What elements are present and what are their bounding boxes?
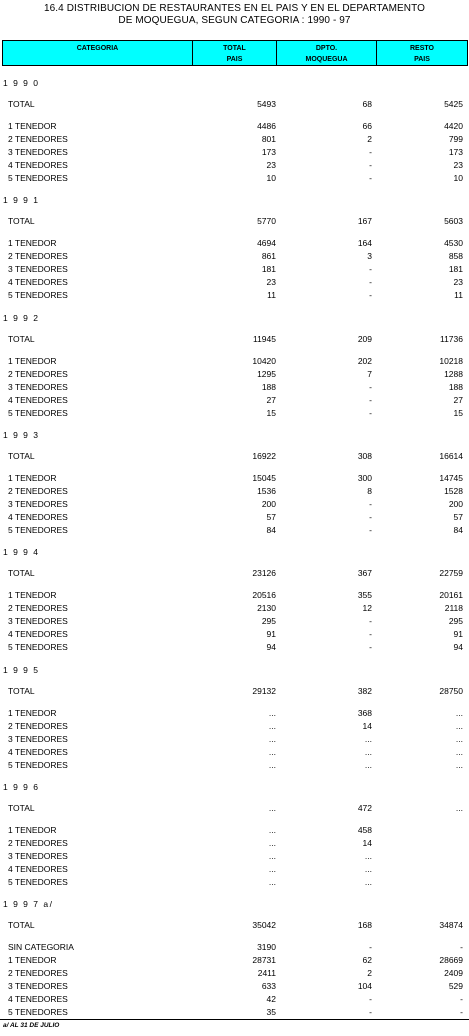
category-cell: TOTAL [8,334,35,344]
dpto-moquegua-cell: - [369,942,372,952]
table-row [0,954,469,966]
category-cell: 1 TENEDOR [8,708,57,718]
category-cell: 1 TENEDOR [8,121,57,131]
title-line-1: 16.4 DISTRIBUCION DE RESTAURANTES EN EL PAIS Y EN EL DEPARTAMENTO [43,3,426,14]
resto-pais-cell: 94 [453,642,463,652]
dpto-moquegua-cell: 62 [362,955,372,965]
dpto-moquegua-cell: 168 [357,920,372,930]
resto-pais-cell: 2409 [444,968,463,978]
resto-pais-cell: 20161 [439,590,463,600]
category-cell: TOTAL [8,216,35,226]
resto-pais-cell: 22759 [439,568,463,578]
category-cell: 4 TENEDORES [8,277,68,287]
category-cell: 3 TENEDORES [8,851,68,861]
total-pais-cell: 10420 [252,356,276,366]
header-categoria: CATEGORIA [3,41,193,65]
category-cell: 1 TENEDOR [8,955,57,965]
dpto-moquegua-cell: 458 [357,825,372,835]
category-cell: 3 TENEDORES [8,981,68,991]
table-row [0,720,469,732]
resto-pais-cell: 10 [453,173,463,183]
table-row [0,980,469,992]
dpto-moquegua-cell: 8 [367,486,372,496]
total-pais-cell: ... [268,721,276,731]
total-pais-cell: 16922 [252,451,276,461]
dpto-moquegua-cell: - [369,408,372,418]
total-pais-cell: 5770 [257,216,276,226]
dpto-moquegua-cell: 3 [367,251,372,261]
total-pais-cell: 15 [266,408,276,418]
total-row [0,802,469,814]
year-label: 1 9 9 0 [3,78,40,88]
dpto-moquegua-cell: - [369,160,372,170]
total-pais-cell: ... [268,708,276,718]
year-label: 1 9 9 5 [3,665,40,675]
dpto-moquegua-cell: 14 [362,721,372,731]
table-row [0,863,469,875]
total-pais-cell: 3190 [257,942,276,952]
resto-pais-cell: 34874 [439,920,463,930]
resto-pais-cell: 27 [453,395,463,405]
table-row [0,355,469,367]
dpto-moquegua-cell: - [369,629,372,639]
header-dpto-moquegua: DPTO. MOQUEGUA [277,41,377,65]
table-row [0,615,469,627]
total-pais-cell: 181 [261,264,276,274]
dpto-moquegua-cell: 209 [357,334,372,344]
table-row [0,967,469,979]
table-row [0,641,469,653]
category-cell: 1 TENEDOR [8,825,57,835]
total-pais-cell: 23 [266,160,276,170]
category-cell: 5 TENEDORES [8,877,68,887]
table-row [0,602,469,614]
title-line-2: DE MOQUEGUA, SEGUN CATEGORIA : 1990 - 97 [118,15,351,26]
table-row [0,759,469,771]
table-row [0,381,469,393]
dpto-moquegua-cell: - [369,395,372,405]
category-cell: 2 TENEDORES [8,486,68,496]
category-cell: 3 TENEDORES [8,734,68,744]
dpto-moquegua-cell: - [369,382,372,392]
resto-pais-cell: 10218 [439,356,463,366]
category-cell: 4 TENEDORES [8,747,68,757]
total-pais-cell: 27 [266,395,276,405]
resto-pais-cell: 5603 [444,216,463,226]
total-pais-cell: ... [268,825,276,835]
table-row [0,485,469,497]
dpto-moquegua-cell: ... [364,851,372,861]
table-row [0,263,469,275]
category-cell: 4 TENEDORES [8,395,68,405]
resto-pais-cell: 23 [453,277,463,287]
category-cell: 3 TENEDORES [8,616,68,626]
table-row [0,993,469,1005]
dpto-moquegua-cell: 14 [362,838,372,848]
total-pais-cell: 5493 [257,99,276,109]
table-row [0,472,469,484]
table-row [0,589,469,601]
dpto-moquegua-cell: - [369,994,372,1004]
dpto-moquegua-cell: 167 [357,216,372,226]
total-pais-cell: ... [268,877,276,887]
table-row [0,276,469,288]
category-cell: 5 TENEDORES [8,1007,68,1017]
resto-pais-cell: - [460,994,463,1004]
dpto-moquegua-cell: ... [364,747,372,757]
resto-pais-cell: 2118 [444,603,463,613]
category-cell: 1 TENEDOR [8,473,57,483]
year-label: 1 9 9 6 [3,782,40,792]
table-row [0,746,469,758]
dpto-moquegua-cell: 164 [357,238,372,248]
total-pais-cell: 295 [261,616,276,626]
resto-pais-cell: 28669 [439,955,463,965]
total-pais-cell: 11945 [252,334,276,344]
resto-pais-cell: 91 [453,629,463,639]
table-row [0,250,469,262]
dpto-moquegua-cell: - [369,264,372,274]
dpto-moquegua-cell: - [369,147,372,157]
resto-pais-cell: ... [455,734,463,744]
resto-pais-cell: 529 [448,981,463,991]
category-cell: TOTAL [8,803,35,813]
resto-pais-cell: 28750 [439,686,463,696]
category-cell: TOTAL [8,568,35,578]
dpto-moquegua-cell: - [369,277,372,287]
total-pais-cell: 84 [266,525,276,535]
category-cell: 5 TENEDORES [8,525,68,535]
resto-pais-cell: 11736 [439,334,463,344]
resto-pais-cell: 4420 [444,121,463,131]
resto-pais-cell: ... [455,747,463,757]
total-row [0,685,469,697]
dpto-moquegua-cell: 2 [367,134,372,144]
dpto-moquegua-cell: - [369,499,372,509]
category-cell: 5 TENEDORES [8,642,68,652]
dpto-moquegua-cell: 66 [362,121,372,131]
dpto-moquegua-cell: 368 [357,708,372,718]
total-pais-cell: 94 [266,642,276,652]
category-cell: 2 TENEDORES [8,838,68,848]
category-cell: 3 TENEDORES [8,382,68,392]
dpto-moquegua-cell: - [369,616,372,626]
dpto-moquegua-cell: 355 [357,590,372,600]
resto-pais-cell: 295 [448,616,463,626]
total-pais-cell: 15045 [252,473,276,483]
table-row [0,146,469,158]
resto-pais-cell: 15 [453,408,463,418]
total-pais-cell: ... [268,747,276,757]
dpto-moquegua-cell: 104 [357,981,372,991]
category-cell: 5 TENEDORES [8,760,68,770]
total-pais-cell: ... [268,734,276,744]
category-cell: TOTAL [8,686,35,696]
dpto-moquegua-cell: - [369,512,372,522]
total-pais-cell: ... [268,803,276,813]
year-label: 1 9 9 4 [3,547,40,557]
table-row [0,133,469,145]
table-row [0,237,469,249]
table-row [0,172,469,184]
table-row [0,498,469,510]
total-pais-cell: 23126 [252,568,276,578]
table-row [0,511,469,523]
total-row [0,919,469,931]
dpto-moquegua-cell: - [369,290,372,300]
footer-divider [0,1019,469,1020]
category-cell: 4 TENEDORES [8,512,68,522]
category-cell: 4 TENEDORES [8,160,68,170]
total-pais-cell: 2130 [257,603,276,613]
category-cell: 2 TENEDORES [8,968,68,978]
total-pais-cell: 861 [261,251,276,261]
table-row [0,120,469,132]
resto-pais-cell: 11 [454,290,463,300]
total-pais-cell: 173 [261,147,276,157]
dpto-moquegua-cell: 12 [362,603,372,613]
table-row [0,837,469,849]
dpto-moquegua-cell: 367 [357,568,372,578]
total-pais-cell: ... [268,760,276,770]
total-pais-cell: 188 [261,382,276,392]
total-row [0,98,469,110]
total-pais-cell: 23 [266,277,276,287]
category-cell: TOTAL [8,920,35,930]
category-cell: 1 TENEDOR [8,590,57,600]
category-cell: 2 TENEDORES [8,251,68,261]
total-pais-cell: 35 [266,1007,276,1017]
table-header [2,40,468,66]
resto-pais-cell: ... [455,760,463,770]
category-cell: 3 TENEDORES [8,264,68,274]
dpto-moquegua-cell: 202 [357,356,372,366]
year-label: 1 9 9 3 [3,430,40,440]
total-pais-cell: 29132 [252,686,276,696]
category-cell: TOTAL [8,451,35,461]
total-row [0,450,469,462]
dpto-moquegua-cell: 7 [367,369,372,379]
resto-pais-cell: - [460,1007,463,1017]
dpto-moquegua-cell: ... [364,734,372,744]
category-cell: 3 TENEDORES [8,147,68,157]
category-cell: 4 TENEDORES [8,864,68,874]
resto-pais-cell: 57 [453,512,463,522]
dpto-moquegua-cell: - [369,1007,372,1017]
dpto-moquegua-cell: - [369,173,372,183]
total-pais-cell: 1536 [257,486,276,496]
resto-pais-cell: ... [455,803,463,813]
resto-pais-cell: 1528 [444,486,463,496]
total-pais-cell: ... [268,838,276,848]
resto-pais-cell: 4530 [444,238,463,248]
category-cell: 4 TENEDORES [8,629,68,639]
resto-pais-cell: - [460,942,463,952]
total-pais-cell: 91 [266,629,276,639]
table-row [0,941,469,953]
total-pais-cell: 20516 [252,590,276,600]
resto-pais-cell: 799 [448,134,463,144]
dpto-moquegua-cell: - [369,525,372,535]
dpto-moquegua-cell: 382 [357,686,372,696]
total-pais-cell: 57 [266,512,276,522]
table-row [0,628,469,640]
dpto-moquegua-cell: ... [364,760,372,770]
total-pais-cell: 11 [267,290,276,300]
total-pais-cell: 4694 [257,238,276,248]
resto-pais-cell: 1288 [444,369,463,379]
total-pais-cell: 4486 [257,121,276,131]
category-cell: 1 TENEDOR [8,356,57,366]
total-row [0,333,469,345]
dpto-moquegua-cell: - [369,642,372,652]
dpto-moquegua-cell: 2 [367,968,372,978]
resto-pais-cell: 84 [453,525,463,535]
total-pais-cell: 28731 [252,955,276,965]
total-pais-cell: 35042 [252,920,276,930]
total-pais-cell: ... [268,851,276,861]
total-pais-cell: 2411 [257,968,276,978]
footnote: a/ AL 31 DE JULIO [3,1022,60,1029]
table-row [0,707,469,719]
category-cell: TOTAL [8,99,35,109]
total-pais-cell: 1295 [257,369,276,379]
dpto-moquegua-cell: 68 [362,99,372,109]
category-cell: 4 TENEDORES [8,994,68,1004]
category-cell: 3 TENEDORES [8,499,68,509]
total-pais-cell: 633 [261,981,276,991]
category-cell: 5 TENEDORES [8,173,68,183]
header-resto-pais: RESTO PAIS [410,45,434,63]
total-pais-cell: 801 [261,134,276,144]
total-pais-cell: 42 [266,994,276,1004]
category-cell: 5 TENEDORES [8,408,68,418]
resto-pais-cell: 200 [448,499,463,509]
resto-pais-cell: 5425 [444,99,463,109]
table-row [0,733,469,745]
table-row [0,524,469,536]
resto-pais-cell: 23 [453,160,463,170]
table-row [0,876,469,888]
resto-pais-cell: 188 [448,382,463,392]
dpto-moquegua-cell: ... [364,877,372,887]
dpto-moquegua-cell: 472 [357,803,372,813]
total-pais-cell: 10 [266,173,276,183]
category-cell: SIN CATEGORIA [8,942,74,952]
resto-pais-cell: 181 [448,264,463,274]
resto-pais-cell: 858 [448,251,463,261]
year-label: 1 9 9 1 [3,195,40,205]
table-row [0,289,469,301]
category-cell: 2 TENEDORES [8,134,68,144]
resto-pais-cell: ... [455,721,463,731]
dpto-moquegua-cell: 308 [357,451,372,461]
dpto-moquegua-cell: 300 [357,473,372,483]
category-cell: 2 TENEDORES [8,369,68,379]
resto-pais-cell: ... [455,708,463,718]
header-total-pais: TOTAL PAIS [193,41,277,65]
total-pais-cell: 200 [261,499,276,509]
table-row [0,159,469,171]
table-row [0,368,469,380]
year-label: 1 9 9 7 a/ [3,899,54,909]
table-row [0,407,469,419]
category-cell: 1 TENEDOR [8,238,57,248]
resto-pais-cell: 16614 [439,451,463,461]
table-row [0,824,469,836]
category-cell: 5 TENEDORES [8,290,68,300]
total-row [0,567,469,579]
year-label: 1 9 9 2 [3,313,40,323]
total-pais-cell: ... [268,864,276,874]
dpto-moquegua-cell: ... [364,864,372,874]
resto-pais-cell: 173 [448,147,463,157]
table-row [0,1006,469,1018]
category-cell: 2 TENEDORES [8,721,68,731]
table-row [0,394,469,406]
category-cell: 2 TENEDORES [8,603,68,613]
resto-pais-cell: 14745 [439,473,463,483]
total-row [0,215,469,227]
table-title [0,3,469,27]
table-row [0,850,469,862]
